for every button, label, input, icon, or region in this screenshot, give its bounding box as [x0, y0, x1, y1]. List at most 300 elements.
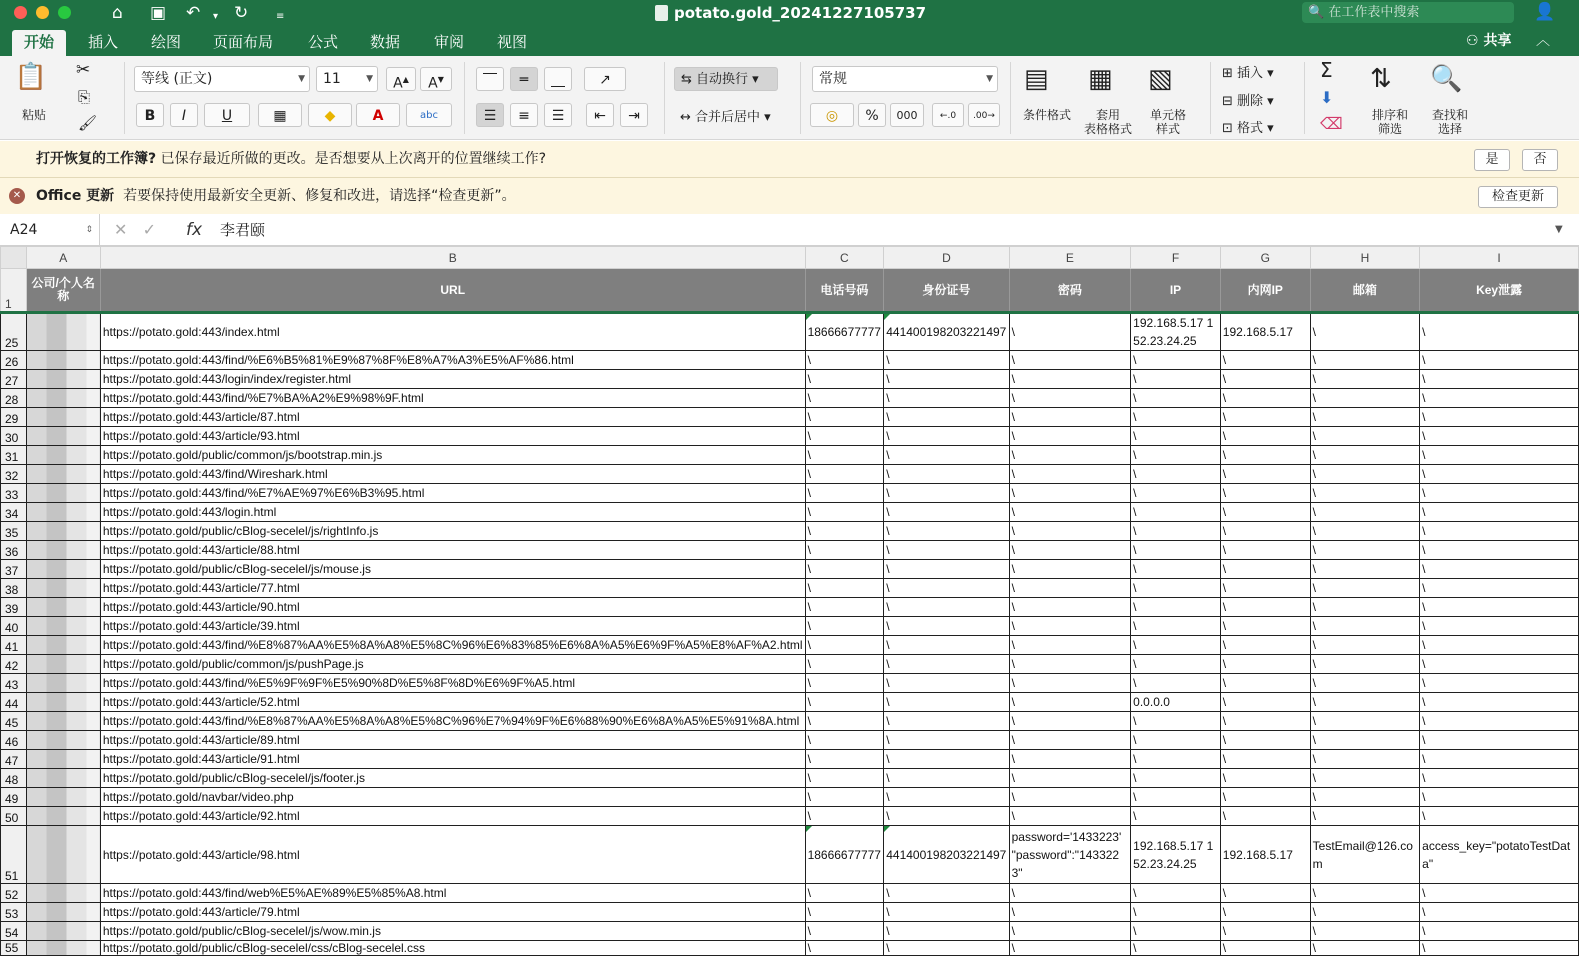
cell-c[interactable]: \ [805, 389, 884, 408]
cell-h[interactable]: \ [1310, 484, 1420, 503]
redacted-name-cell[interactable] [26, 560, 100, 579]
cell-f[interactable]: \ [1131, 655, 1221, 674]
cell-i[interactable]: \ [1420, 389, 1579, 408]
cell-e[interactable]: \ [1009, 636, 1131, 655]
cell-c[interactable]: 18666677777 [805, 826, 884, 884]
cell-e[interactable]: \ [1009, 579, 1131, 598]
cell-d[interactable]: \ [884, 351, 1009, 370]
cell-e[interactable]: \ [1009, 370, 1131, 389]
cell-e[interactable]: \ [1009, 522, 1131, 541]
redacted-name-cell[interactable] [26, 750, 100, 769]
cell-h[interactable]: \ [1310, 788, 1420, 807]
confirm-entry-icon[interactable]: ✓ [142, 220, 157, 239]
cell-i[interactable]: \ [1420, 427, 1579, 446]
cell-b[interactable]: https://potato.gold:443/find/%E8%87%AA%E5%8A%A8%E5%8C%96%E6%83%85%E6%8A%A5%E6%9F%A5%E8%AF%A2.html [100, 636, 805, 655]
cell-d[interactable]: \ [884, 941, 1009, 956]
clear-icon[interactable]: ⌫ [1320, 114, 1343, 133]
redacted-name-cell[interactable] [26, 389, 100, 408]
cell-h[interactable]: \ [1310, 522, 1420, 541]
redacted-name-cell[interactable] [26, 674, 100, 693]
cell-d[interactable]: \ [884, 712, 1009, 731]
cell-g[interactable]: \ [1220, 693, 1310, 712]
increase-font-size-button[interactable]: A▲ [386, 67, 416, 91]
cell-h[interactable]: \ [1310, 769, 1420, 788]
orientation-button[interactable]: ↗ [584, 67, 626, 91]
formula-input[interactable]: 李君颐 [220, 221, 266, 239]
cell-d[interactable]: 441400198203221497 [884, 826, 1009, 884]
cell-c[interactable]: \ [805, 408, 884, 427]
cell-i[interactable]: \ [1420, 579, 1579, 598]
row-header[interactable]: 27 [1, 370, 27, 389]
cell-b[interactable]: https://potato.gold:443/article/93.html [100, 427, 805, 446]
header-cell[interactable]: URL [100, 269, 805, 313]
cell-c[interactable]: \ [805, 541, 884, 560]
column-header-e[interactable]: E [1009, 247, 1131, 269]
cell-g[interactable]: \ [1220, 769, 1310, 788]
align-left-button[interactable]: ☰ [476, 103, 504, 127]
cell-b[interactable]: https://potato.gold:443/article/91.html [100, 750, 805, 769]
expand-formula-bar-icon[interactable]: ▼ [1555, 224, 1563, 235]
cell-f[interactable]: \ [1131, 712, 1221, 731]
cell-d[interactable]: \ [884, 427, 1009, 446]
recovery-no-button[interactable]: 否 [1522, 149, 1558, 171]
redacted-name-cell[interactable] [26, 484, 100, 503]
row-header[interactable]: 35 [1, 522, 27, 541]
select-all-corner[interactable] [1, 247, 27, 269]
cell-b[interactable]: https://potato.gold/public/common/js/bootstrap.min.js [100, 446, 805, 465]
cell-c[interactable]: \ [805, 503, 884, 522]
tab-1[interactable]: 插入 [88, 33, 119, 51]
cell-b[interactable]: https://potato.gold:443/find/%E6%B5%81%E9%87%8F%E8%A7%A3%E5%AF%86.html [100, 351, 805, 370]
cell-b[interactable]: https://potato.gold:443/article/89.html [100, 731, 805, 750]
cell-c[interactable]: 18666677777 [805, 313, 884, 351]
row-header[interactable]: 50 [1, 807, 27, 826]
cell-f[interactable]: \ [1131, 674, 1221, 693]
fill-color-button[interactable]: ◆ [308, 103, 352, 127]
cut-icon[interactable]: ✂ [76, 60, 91, 80]
row-header[interactable]: 33 [1, 484, 27, 503]
cell-i[interactable]: \ [1420, 655, 1579, 674]
cell-h[interactable]: \ [1310, 389, 1420, 408]
cell-g[interactable]: \ [1220, 541, 1310, 560]
cell-g[interactable]: \ [1220, 446, 1310, 465]
cell-g[interactable]: \ [1220, 636, 1310, 655]
cell-g[interactable]: \ [1220, 351, 1310, 370]
cell-d[interactable]: \ [884, 903, 1009, 922]
redacted-name-cell[interactable] [26, 731, 100, 750]
cell-c[interactable]: \ [805, 655, 884, 674]
redacted-name-cell[interactable] [26, 884, 100, 903]
redacted-name-cell[interactable] [26, 807, 100, 826]
column-header-g[interactable]: G [1220, 247, 1310, 269]
cell-e[interactable]: \ [1009, 446, 1131, 465]
cell-g[interactable]: \ [1220, 807, 1310, 826]
cell-i[interactable]: \ [1420, 731, 1579, 750]
sheet-search-input[interactable]: 🔍 在工作表中搜索 [1302, 2, 1514, 23]
cell-i[interactable]: \ [1420, 617, 1579, 636]
find-select-label[interactable]: 查找和 选择 [1431, 108, 1468, 136]
header-cell[interactable]: 电话号码 [805, 269, 884, 313]
cell-c[interactable]: \ [805, 712, 884, 731]
cell-e[interactable]: \ [1009, 541, 1131, 560]
cell-d[interactable]: \ [884, 370, 1009, 389]
cell-c[interactable]: \ [805, 484, 884, 503]
cell-g[interactable]: 192.168.5.17 [1220, 313, 1310, 351]
redacted-name-cell[interactable] [26, 922, 100, 941]
undo-dropdown-icon[interactable]: ▾ [213, 11, 219, 22]
cell-f[interactable]: \ [1131, 750, 1221, 769]
header-cell[interactable]: Key泄露 [1420, 269, 1579, 313]
cell-h[interactable]: \ [1310, 617, 1420, 636]
cell-c[interactable]: \ [805, 788, 884, 807]
cell-i[interactable]: \ [1420, 674, 1579, 693]
cell-i[interactable]: \ [1420, 807, 1579, 826]
zoom-window-button[interactable] [58, 6, 71, 19]
tab-6[interactable]: 审阅 [434, 33, 465, 51]
cell-f[interactable]: 0.0.0.0 [1131, 693, 1221, 712]
row-header[interactable]: 40 [1, 617, 27, 636]
cell-c[interactable]: \ [805, 579, 884, 598]
align-middle-button[interactable]: ═ [510, 67, 538, 91]
cell-e[interactable]: \ [1009, 788, 1131, 807]
cell-c[interactable]: \ [805, 674, 884, 693]
underline-button[interactable]: U [204, 103, 250, 127]
cell-g[interactable]: \ [1220, 370, 1310, 389]
align-top-button[interactable]: ⎺ [476, 67, 504, 91]
find-select-icon[interactable]: 🔍 [1430, 64, 1463, 94]
cell-e[interactable]: \ [1009, 807, 1131, 826]
cell-g[interactable]: \ [1220, 560, 1310, 579]
cell-i[interactable]: \ [1420, 313, 1579, 351]
cell-d[interactable]: \ [884, 674, 1009, 693]
row-header[interactable]: 43 [1, 674, 27, 693]
insert-cells-button[interactable]: ⊞ 插入 ▾ [1222, 66, 1274, 81]
tab-4[interactable]: 公式 [308, 33, 339, 51]
cell-b[interactable]: https://potato.gold:443/find/web%E5%AE%89%E5%85%A8.html [100, 884, 805, 903]
cell-f[interactable]: \ [1131, 617, 1221, 636]
align-center-button[interactable]: ≡ [510, 103, 538, 127]
column-header-d[interactable]: D [884, 247, 1009, 269]
row-header[interactable]: 46 [1, 731, 27, 750]
cell-c[interactable]: \ [805, 750, 884, 769]
cell-c[interactable]: \ [805, 941, 884, 956]
column-header-c[interactable]: C [805, 247, 884, 269]
tab-7[interactable]: 视图 [497, 33, 528, 51]
cell-c[interactable]: \ [805, 807, 884, 826]
font-size-select[interactable] [316, 66, 378, 92]
cell-i[interactable]: \ [1420, 351, 1579, 370]
sort-filter-label[interactable]: 排序和 筛选 [1371, 108, 1408, 136]
cell-f[interactable]: \ [1131, 636, 1221, 655]
cell-h[interactable]: \ [1310, 408, 1420, 427]
cell-g[interactable]: 192.168.5.17 [1220, 826, 1310, 884]
cell-e[interactable]: \ [1009, 884, 1131, 903]
cell-e[interactable]: \ [1009, 351, 1131, 370]
redacted-name-cell[interactable] [26, 788, 100, 807]
cell-b[interactable]: https://potato.gold/navbar/video.php [100, 788, 805, 807]
align-right-button[interactable]: ☰ [544, 103, 572, 127]
row-header[interactable]: 39 [1, 598, 27, 617]
close-window-button[interactable] [14, 6, 27, 19]
dismiss-update-icon[interactable]: ✕ [9, 188, 25, 204]
redacted-name-cell[interactable] [26, 427, 100, 446]
cell-b[interactable]: https://potato.gold:443/article/98.html [100, 826, 805, 884]
align-bottom-button[interactable]: ⎽ [544, 67, 572, 91]
cell-i[interactable]: \ [1420, 598, 1579, 617]
redacted-name-cell[interactable] [26, 541, 100, 560]
customize-toolbar-icon[interactable]: ≡ [276, 11, 285, 22]
cell-e[interactable]: \ [1009, 408, 1131, 427]
paste-label[interactable]: 粘贴 [21, 108, 46, 122]
cell-f[interactable]: \ [1131, 522, 1221, 541]
cell-i[interactable]: \ [1420, 922, 1579, 941]
row-header[interactable]: 55 [1, 941, 27, 956]
decrease-decimal-button[interactable]: .00→ [968, 103, 1000, 127]
cell-f[interactable]: 192.168.5.17 152.23.24.25 [1131, 313, 1221, 351]
cell-i[interactable]: \ [1420, 484, 1579, 503]
header-cell[interactable]: IP [1131, 269, 1221, 313]
cell-b[interactable]: https://potato.gold:443/find/%E7%AE%97%E6%B3%95.html [100, 484, 805, 503]
cell-d[interactable]: \ [884, 503, 1009, 522]
format-cells-button[interactable]: ⊡ 格式 ▾ [1222, 121, 1274, 136]
cancel-entry-icon[interactable]: ✕ [114, 220, 128, 239]
font-color-button[interactable]: A [356, 103, 400, 127]
row-header[interactable]: 1 [1, 269, 27, 313]
cell-d[interactable]: \ [884, 693, 1009, 712]
cell-e[interactable]: \ [1009, 941, 1131, 956]
cell-f[interactable]: \ [1131, 484, 1221, 503]
redacted-name-cell[interactable] [26, 826, 100, 884]
column-header-b[interactable]: B [100, 247, 805, 269]
redacted-name-cell[interactable] [26, 503, 100, 522]
accounting-format-button[interactable]: ◎ [810, 103, 854, 127]
minimize-window-button[interactable] [36, 6, 49, 19]
redacted-name-cell[interactable] [26, 712, 100, 731]
redacted-name-cell[interactable] [26, 693, 100, 712]
redacted-name-cell[interactable] [26, 446, 100, 465]
cell-b[interactable]: https://potato.gold:443/article/79.html [100, 903, 805, 922]
cell-h[interactable]: \ [1310, 465, 1420, 484]
cell-f[interactable]: \ [1131, 807, 1221, 826]
row-header[interactable]: 45 [1, 712, 27, 731]
redacted-name-cell[interactable] [26, 903, 100, 922]
redacted-name-cell[interactable] [26, 408, 100, 427]
comma-style-button[interactable]: 000 [890, 103, 924, 127]
format-as-table-label[interactable]: 套用 表格格式 [1083, 108, 1132, 136]
check-updates-button[interactable]: 检查更新 [1478, 186, 1558, 208]
redacted-name-cell[interactable] [26, 617, 100, 636]
column-header-f[interactable]: F [1131, 247, 1221, 269]
cell-g[interactable]: \ [1220, 750, 1310, 769]
format-painter-icon[interactable]: 🖌 [78, 114, 98, 132]
cell-h[interactable]: \ [1310, 560, 1420, 579]
cell-i[interactable]: \ [1420, 522, 1579, 541]
redacted-name-cell[interactable] [26, 769, 100, 788]
column-header-h[interactable]: H [1310, 247, 1420, 269]
header-cell[interactable]: 邮箱 [1310, 269, 1420, 313]
row-header[interactable]: 32 [1, 465, 27, 484]
fill-icon[interactable]: ⬇ [1320, 88, 1334, 107]
cell-g[interactable]: \ [1220, 503, 1310, 522]
name-box-stepper-icon[interactable]: ⇕ [85, 225, 93, 235]
row-header[interactable]: 30 [1, 427, 27, 446]
cell-f[interactable]: \ [1131, 408, 1221, 427]
cell-h[interactable]: \ [1310, 313, 1420, 351]
cell-h[interactable]: TestEmail@126.com [1310, 826, 1420, 884]
cell-f[interactable]: \ [1131, 389, 1221, 408]
cell-e[interactable]: \ [1009, 903, 1131, 922]
row-header[interactable]: 41 [1, 636, 27, 655]
sort-filter-icon[interactable]: ⇅ [1370, 64, 1392, 94]
cell-i[interactable]: \ [1420, 541, 1579, 560]
cell-c[interactable]: \ [805, 903, 884, 922]
cell-g[interactable]: \ [1220, 712, 1310, 731]
cell-e[interactable]: \ [1009, 693, 1131, 712]
cell-b[interactable]: https://potato.gold:443/article/92.html [100, 807, 805, 826]
cell-g[interactable]: \ [1220, 903, 1310, 922]
row-header[interactable]: 54 [1, 922, 27, 941]
cell-d[interactable]: \ [884, 465, 1009, 484]
conditional-format-label[interactable]: 条件格式 [1022, 108, 1071, 122]
row-header[interactable]: 52 [1, 884, 27, 903]
cell-h[interactable]: \ [1310, 370, 1420, 389]
percent-style-button[interactable]: % [858, 103, 886, 127]
redacted-name-cell[interactable] [26, 579, 100, 598]
row-header[interactable]: 42 [1, 655, 27, 674]
cell-c[interactable]: \ [805, 636, 884, 655]
cell-e[interactable]: \ [1009, 598, 1131, 617]
row-header[interactable]: 31 [1, 446, 27, 465]
number-format-select[interactable] [812, 66, 998, 92]
cell-h[interactable]: \ [1310, 903, 1420, 922]
cell-g[interactable]: \ [1220, 731, 1310, 750]
cell-f[interactable]: \ [1131, 941, 1221, 956]
cell-g[interactable]: \ [1220, 465, 1310, 484]
cell-e[interactable]: \ [1009, 427, 1131, 446]
cell-i[interactable]: \ [1420, 750, 1579, 769]
cell-i[interactable]: \ [1420, 503, 1579, 522]
redacted-name-cell[interactable] [26, 941, 100, 956]
cell-d[interactable]: \ [884, 884, 1009, 903]
row-header[interactable]: 51 [1, 826, 27, 884]
redacted-name-cell[interactable] [26, 655, 100, 674]
cell-c[interactable]: \ [805, 769, 884, 788]
cell-h[interactable]: \ [1310, 693, 1420, 712]
cell-g[interactable]: \ [1220, 484, 1310, 503]
cell-f[interactable]: \ [1131, 541, 1221, 560]
cell-h[interactable]: \ [1310, 636, 1420, 655]
cell-b[interactable]: https://potato.gold:443/login/index/register.html [100, 370, 805, 389]
cell-f[interactable]: \ [1131, 465, 1221, 484]
cell-g[interactable]: \ [1220, 598, 1310, 617]
cell-i[interactable]: \ [1420, 903, 1579, 922]
cell-c[interactable]: \ [805, 427, 884, 446]
bold-button[interactable]: B [136, 103, 164, 127]
cell-d[interactable]: \ [884, 769, 1009, 788]
cell-b[interactable]: https://potato.gold:443/article/90.html [100, 598, 805, 617]
cell-d[interactable]: \ [884, 522, 1009, 541]
cell-h[interactable]: \ [1310, 674, 1420, 693]
save-icon[interactable]: ▣ [150, 3, 167, 23]
cell-g[interactable]: \ [1220, 408, 1310, 427]
cell-e[interactable]: \ [1009, 503, 1131, 522]
column-header-a[interactable]: A [26, 247, 100, 269]
cell-b[interactable]: https://potato.gold:443/article/52.html [100, 693, 805, 712]
insert-function-icon[interactable]: fx [186, 220, 203, 240]
cell-c[interactable]: \ [805, 370, 884, 389]
header-cell[interactable]: 密码 [1009, 269, 1131, 313]
cell-f[interactable]: \ [1131, 579, 1221, 598]
cell-d[interactable]: \ [884, 617, 1009, 636]
cell-d[interactable]: \ [884, 446, 1009, 465]
row-header[interactable]: 38 [1, 579, 27, 598]
header-cell[interactable]: 公司/个人名称 [26, 269, 100, 313]
cell-g[interactable]: \ [1220, 941, 1310, 956]
cell-h[interactable]: \ [1310, 351, 1420, 370]
cell-d[interactable]: \ [884, 731, 1009, 750]
redacted-name-cell[interactable] [26, 522, 100, 541]
cell-f[interactable]: \ [1131, 903, 1221, 922]
cell-d[interactable]: \ [884, 922, 1009, 941]
recovery-yes-button[interactable]: 是 [1474, 149, 1510, 171]
redacted-name-cell[interactable] [26, 636, 100, 655]
cell-f[interactable]: \ [1131, 788, 1221, 807]
conditional-format-icon[interactable]: ▤ [1024, 64, 1049, 94]
cell-i[interactable]: \ [1420, 636, 1579, 655]
cell-h[interactable]: \ [1310, 731, 1420, 750]
cell-c[interactable]: \ [805, 884, 884, 903]
cell-b[interactable]: https://potato.gold:443/index.html [100, 313, 805, 351]
cell-b[interactable]: https://potato.gold:443/find/%E5%9F%9F%E5%90%8D%E5%8F%8D%E6%9F%A5.html [100, 674, 805, 693]
row-header[interactable]: 47 [1, 750, 27, 769]
redacted-name-cell[interactable] [26, 313, 100, 351]
decrease-font-size-button[interactable]: A▼ [420, 67, 452, 91]
merge-center-button[interactable]: ↔ 合并后居中 ▾ [680, 110, 771, 125]
delete-cells-button[interactable]: ⊟ 删除 ▾ [1222, 94, 1274, 109]
redacted-name-cell[interactable] [26, 598, 100, 617]
cell-f[interactable]: \ [1131, 427, 1221, 446]
cell-d[interactable]: \ [884, 541, 1009, 560]
row-header[interactable]: 25 [1, 313, 27, 351]
cell-f[interactable]: \ [1131, 598, 1221, 617]
cell-g[interactable]: \ [1220, 922, 1310, 941]
cell-g[interactable]: \ [1220, 655, 1310, 674]
cell-h[interactable]: \ [1310, 655, 1420, 674]
cell-b[interactable]: https://potato.gold/public/cBlog-secelel/js/wow.min.js [100, 922, 805, 941]
cell-g[interactable]: \ [1220, 427, 1310, 446]
cell-f[interactable]: \ [1131, 370, 1221, 389]
cell-c[interactable]: \ [805, 560, 884, 579]
cell-g[interactable]: \ [1220, 617, 1310, 636]
cell-f[interactable]: 192.168.5.17 152.23.24.25 [1131, 826, 1221, 884]
cell-c[interactable]: \ [805, 598, 884, 617]
tab-5[interactable]: 数据 [370, 33, 401, 51]
cell-h[interactable]: \ [1310, 503, 1420, 522]
collapse-ribbon-icon[interactable]: ︿ [1536, 33, 1550, 49]
cell-i[interactable]: \ [1420, 941, 1579, 956]
cell-g[interactable]: \ [1220, 884, 1310, 903]
row-header[interactable]: 29 [1, 408, 27, 427]
cell-e[interactable]: \ [1009, 731, 1131, 750]
header-cell[interactable]: 身份证号 [884, 269, 1009, 313]
worksheet-grid[interactable] [0, 246, 1579, 964]
header-cell[interactable]: 内网IP [1220, 269, 1310, 313]
cell-e[interactable]: \ [1009, 655, 1131, 674]
undo-icon[interactable]: ↶ [186, 3, 201, 23]
cell-b[interactable]: https://potato.gold:443/article/88.html [100, 541, 805, 560]
cell-i[interactable]: \ [1420, 788, 1579, 807]
cell-d[interactable]: \ [884, 750, 1009, 769]
